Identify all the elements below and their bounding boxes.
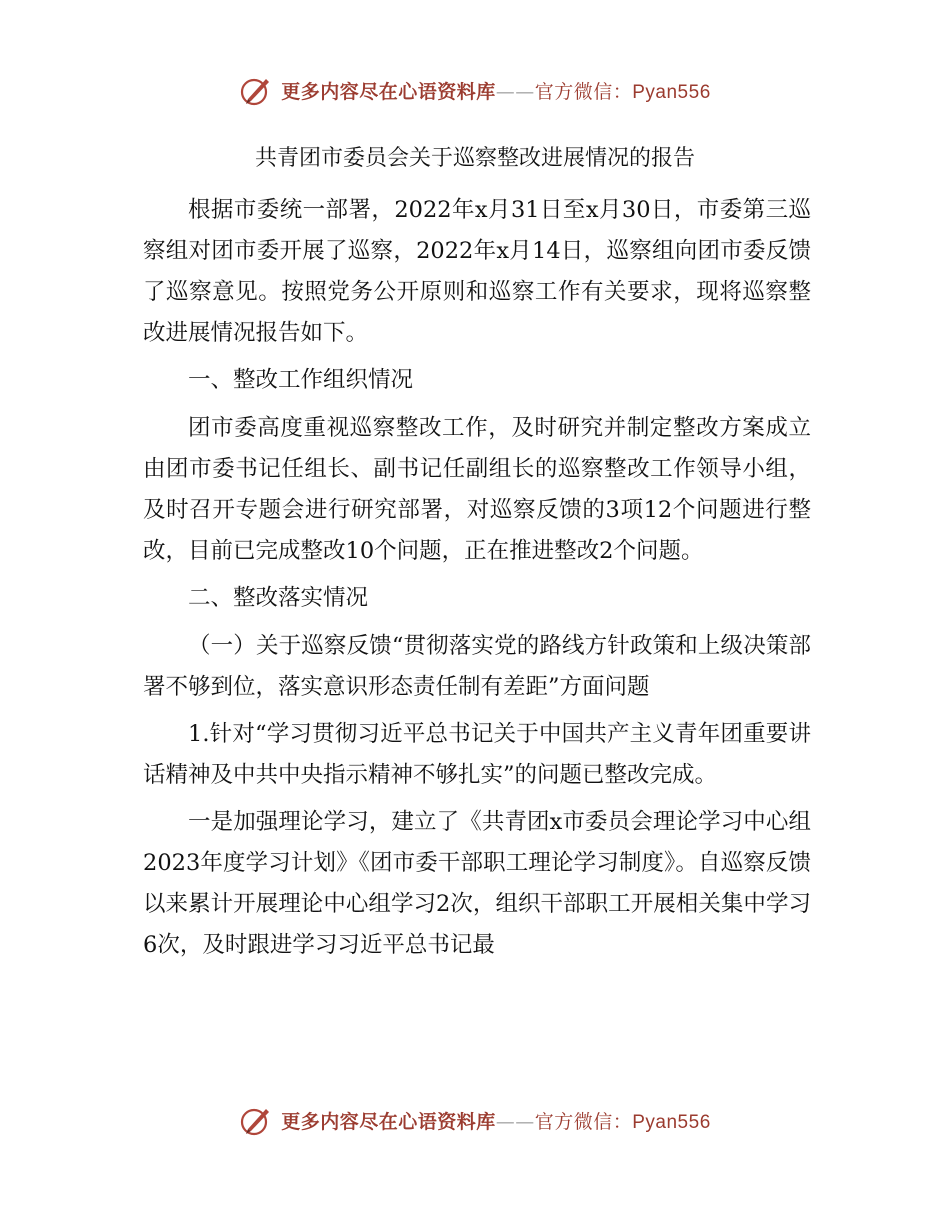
document-title: 共青团市委员会关于巡察整改进展情况的报告 (254, 146, 695, 171)
contact-label: 官方微信： (534, 1110, 633, 1133)
paragraph-organization: 团市委高度重视巡察整改工作，及时研究并制定整改方案成立由团市委书记任组长、副书记任副组长的巡察整改工作领导小组，及时召开专题会进行研究部署，对巡察反馈的3项12个问题进行整改，目前已完成整改10个问题，正在推进整改2个问题。 (143, 415, 811, 564)
brand-text: 更多内容尽在心语资料库 (281, 80, 496, 103)
separator: —— (495, 1110, 535, 1133)
paragraph-measure-1: 一是加强理论学习，建立了《共青团x市委员会理论学习中心组2023年度学习计划》《团市委干部职工理论学习制度》。自巡察反馈以来累计开展理论中心组学习2次，组织干部职工开展相关集中学习6次，及时跟进学习习近平总书记最 (143, 809, 811, 958)
contact-label: 官方微信： (534, 80, 633, 103)
paragraph-intro: 根据市委统一部署，2022年x月31日至x月30日，市委第三巡察组对团市委开展了巡察，2022年x月14日，巡察组向团市委反馈了巡察意见。按照党务公开原则和巡察工作有关要求，现将巡察整改进展情况报告如下。 (143, 197, 811, 346)
subsection-heading-1: （一）关于巡察反馈“贯彻落实党的路线方针政策和上级决策部署不够到位，落实意识形态责任制有差距”方面问题 (143, 633, 811, 700)
quill-pen-logo-icon (239, 1103, 273, 1137)
quill-pen-logo-icon (239, 73, 273, 107)
paragraph-item-1: 1.针对“学习贯彻习近平总书记关于中国共产主义青年团重要讲话精神及中共中央指示精神不够扎实”的问题已整改完成。 (143, 721, 811, 788)
contact-id: Pyan556 (632, 1111, 711, 1133)
watermark-text (281, 77, 711, 104)
contact-id: Pyan556 (632, 81, 711, 103)
separator: —— (495, 80, 535, 103)
watermark-banner-bottom (0, 1100, 950, 1140)
document-body (143, 190, 811, 972)
section-heading-1: 一、整改工作组织情况 (188, 367, 414, 393)
watermark-text (281, 1107, 711, 1134)
section-heading-2: 二、整改落实情况 (188, 585, 369, 611)
brand-text: 更多内容尽在心语资料库 (281, 1110, 496, 1133)
watermark-banner-top (0, 70, 950, 110)
